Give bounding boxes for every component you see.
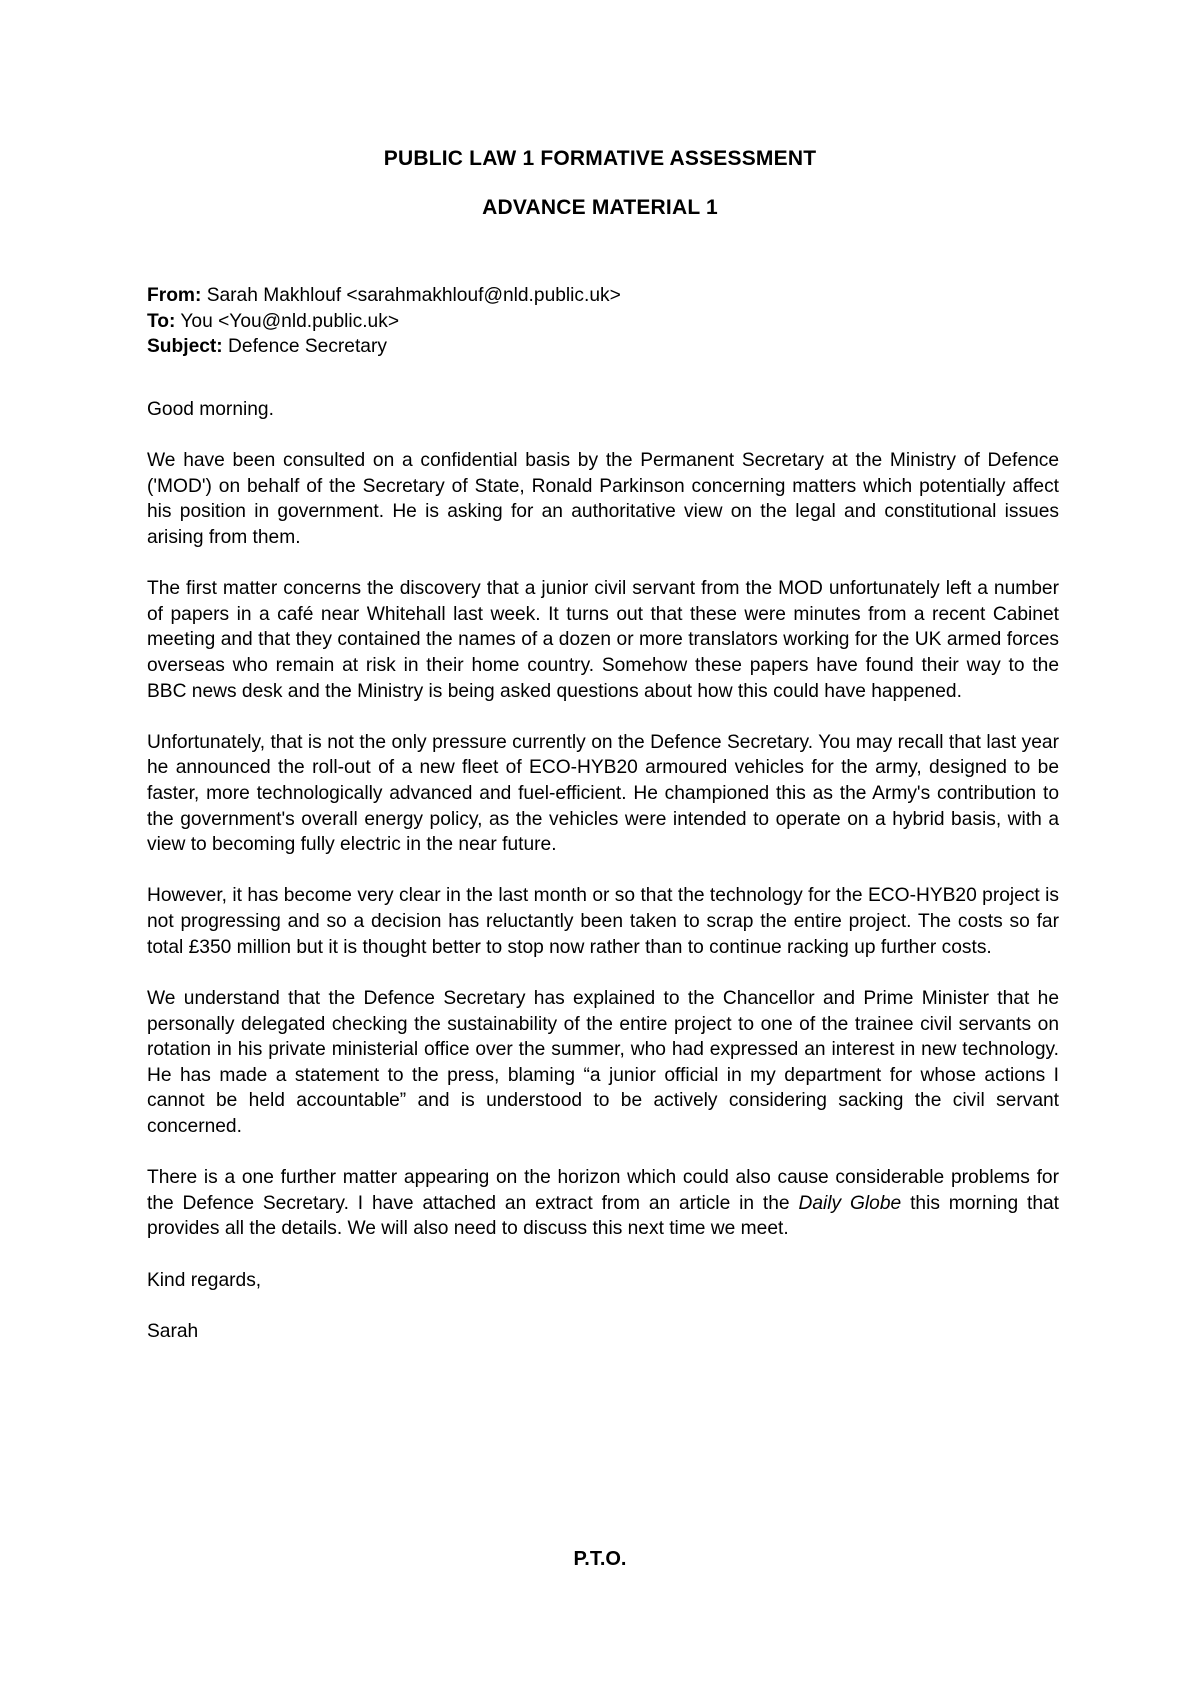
- further-matter-text-after: this morning that provides all the details. We will also need to discuss this next time we meet.: [147, 1192, 1060, 1240]
- email-subject-line: [147, 334, 1059, 360]
- email-body: [147, 283, 1059, 1370]
- subject-label: Subject:: [147, 336, 223, 358]
- signature: Sarah: [147, 1320, 199, 1342]
- greeting: Good morning.: [147, 398, 274, 420]
- from-value: Sarah Makhlouf <sarahmakhlouf@nld.public.uk>: [206, 285, 621, 306]
- paragraph-further-matter: [147, 1165, 1059, 1242]
- further-matter-text-before: There is a one further matter appearing on the horizon which could also cause considerable problems for the Defence Secretary. I have attached an extract from an article in the: [147, 1167, 1059, 1214]
- subject-value: Defence Secretary: [228, 336, 387, 358]
- document-title: PUBLIC LAW 1 FORMATIVE ASSESSMENT: [383, 147, 817, 170]
- email-from-line: [147, 283, 1059, 309]
- paragraph-project-scrapped: However, it has become very clear in the last month or so that the technology for the ECO-HYB20 project is not progressing and so a decision has reluctantly been taken to scrap the entire project. The costs so far total £350 million but it is thought better to stop now rather than to continue racking up further costs.: [147, 885, 1059, 958]
- newspaper-name: Daily Globe: [798, 1192, 902, 1214]
- paragraph-first-matter: The first matter concerns the discovery that a junior civil servant from the MOD unfortunately left a number of papers in a café near Whitehall last week. It turns out that these were minutes from a recent Cabinet meeting and that they contained the names of a dozen or more translators working for the UK armed forces overseas who remain at risk in their home country. Somehow these papers have found their way to the BBC news desk and the Ministry is being asked questions about how this could have happened.: [147, 578, 1059, 702]
- pto-note: P.T.O.: [573, 1548, 627, 1570]
- paragraph-delegation: We understand that the Defence Secretary has explained to the Chancellor and Prime Minister that he personally delegated checking the sustainability of the entire project to one of the trainee civil servants on rotation in his private ministerial office over the summer, who had expressed an interest in new technology. He has made a statement to the press, blaming “a junior official in my department for whose actions I cannot be held accountable” and is understood to be actively considering sacking the civil servant concerned.: [147, 987, 1059, 1137]
- paragraph-pressure: Unfortunately, that is not the only pressure currently on the Defence Secretary. You may recall that last year he announced the roll-out of a new fleet of ECO-HYB20 armoured vehicles for the army, designed to be faster, more technologically advanced and fuel-efficient. He championed this as the Army's contribution to the government's overall energy policy, as the vehicles were intended to operate on a hybrid basis, with a view to becoming fully electric in the near future.: [147, 731, 1059, 856]
- closing: Kind regards,: [147, 1269, 262, 1291]
- from-label: From:: [147, 285, 202, 306]
- to-value: You <You@nld.public.uk>: [180, 310, 400, 332]
- document-subtitle: ADVANCE MATERIAL 1: [482, 196, 718, 219]
- to-label: To:: [147, 310, 176, 332]
- email-to-line: [147, 309, 1059, 335]
- paragraph-consultation: We have been consulted on a confidential basis by the Permanent Secretary at the Ministry of Defence ('MOD') on behalf of the Secretary of State, Ronald Parkinson concerning matters which potentially affect his position in government. He is asking for an authoritative view on the legal and constitutional issues arising from them.: [147, 450, 1059, 548]
